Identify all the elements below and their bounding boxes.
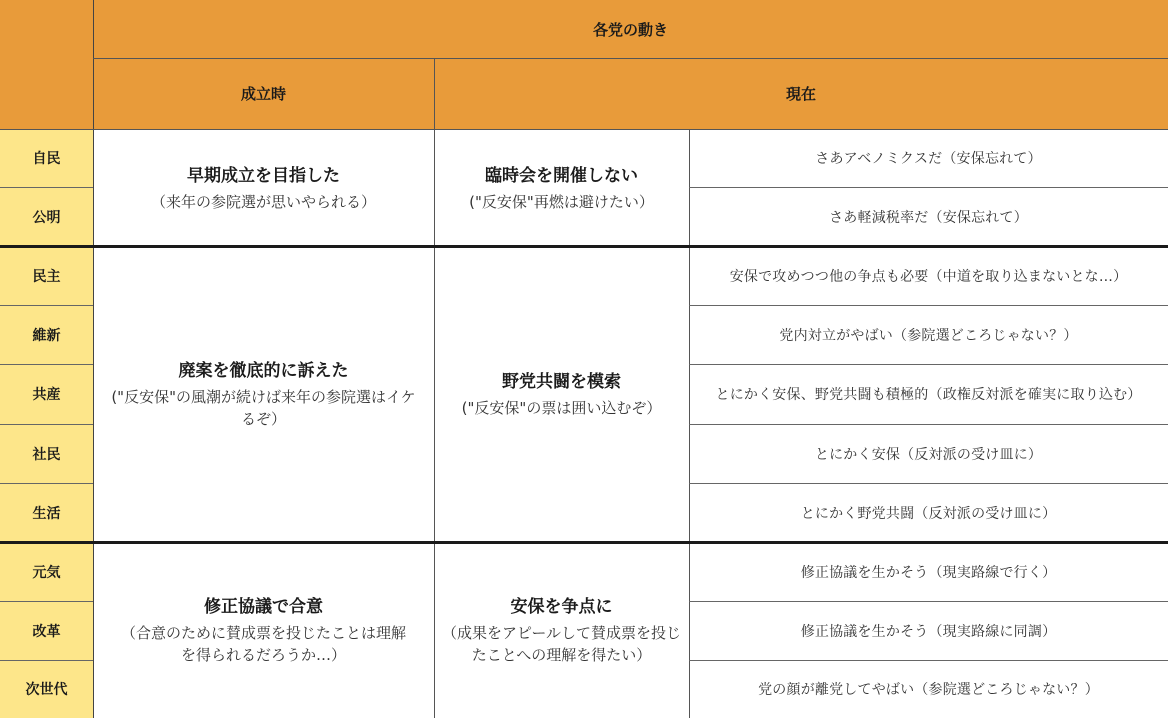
party-label: 改革 [32,623,61,640]
party-cell [0,187,93,246]
founding-sub: ("反安保"の風潮が続けば来年の参院選はイケるぞ） [111,388,416,428]
party-cell [0,246,93,305]
grid-line [689,364,1168,365]
current-text: 安保で攻めつつ他の争点も必要（中道を取り込まないとな…） [729,268,1128,285]
grid-line [93,0,94,718]
party-cell [0,364,93,424]
founding-sub: （来年の参院選が思いやられる） [150,192,376,211]
current-text: 党の顔が離党してやばい（参院選どころじゃない？） [758,682,1099,698]
group-divider [0,245,1168,248]
grid-line [0,660,93,661]
current-cell [689,187,1168,246]
current-cell [689,305,1168,364]
stance-main: 野党共闘を模索 [502,372,621,392]
stance-cell [434,129,689,246]
grid-line [0,601,93,602]
stance-cell [434,542,689,718]
party-label: 公明 [32,209,61,226]
party-label: 社民 [32,446,61,463]
header-top [93,0,1168,58]
party-label: 民主 [32,268,61,285]
current-text: さあアベノミクスだ（安保忘れて） [815,151,1042,167]
grid-line [689,305,1168,306]
current-text: 修正協議を生かそう（現実路線に同調） [800,623,1057,640]
header-top-label: 各党の動き [592,20,668,39]
party-label: 共産 [32,387,61,403]
party-label: 生活 [32,505,61,522]
grid-line [0,187,93,188]
stance-main: 臨時会を開催しない [485,165,638,186]
grid-line [0,424,93,425]
current-text: さあ軽減税率だ（安保忘れて） [829,209,1028,226]
grid-line [0,483,93,484]
party-cell [0,129,93,187]
current-cell [689,129,1168,187]
current-cell [689,483,1168,542]
header-founding [93,58,434,129]
party-label: 元気 [32,564,61,581]
header-founding-label: 成立時 [240,85,286,103]
stance-sub: ("反安保"再燃は避けたい） [469,192,654,211]
founding-cell [93,542,434,718]
founding-sub: （合意のために賛成票を投じたことは理解を得られるだろうか…） [120,624,406,664]
party-label: 次世代 [25,682,68,698]
grid-line [689,187,1168,188]
current-text: 修正協議を生かそう（現実路線で行く） [800,564,1057,581]
current-text: 党内対立がやばい（参院選どころじゃない？） [779,327,1078,344]
current-text: とにかく野党共闘（反対派の受け皿に） [800,505,1057,522]
stance-sub: ("反安保"の票は囲い込むぞ） [461,399,662,417]
party-label: 維新 [32,327,61,344]
current-text: とにかく安保、野党共闘も積極的（政権反対派を確実に取り込む） [715,387,1142,403]
grid-line [434,58,435,718]
grid-line [689,424,1168,425]
stance-cell [434,246,689,542]
party-cell [0,542,93,601]
stance-sub: （成果をアピールして賛成票を投じたことへの理解を得たい） [441,624,682,664]
group-divider [0,541,1168,544]
stance-main: 安保を争点に [510,597,613,617]
current-cell [689,364,1168,424]
grid-line [689,483,1168,484]
party-cell [0,424,93,483]
current-cell [689,542,1168,601]
grid-line [93,58,1168,59]
current-cell [689,660,1168,718]
founding-main: 早期成立を目指した [187,165,340,186]
founding-cell [93,129,434,246]
founding-main: 修正協議で合意 [204,597,323,617]
current-text: とにかく安保（反対派の受け皿に） [814,446,1043,463]
founding-main: 廃案を徹底的に訴えた [178,361,349,381]
header-current [434,58,1168,129]
party-label: 自民 [32,151,61,167]
header-corner [0,0,93,129]
current-cell [689,601,1168,660]
grid-line [689,660,1168,661]
grid-line [0,129,1168,130]
current-cell [689,246,1168,305]
founding-cell [93,246,434,542]
grid-line [0,305,93,306]
current-cell [689,424,1168,483]
party-cell [0,305,93,364]
party-cell [0,660,93,718]
header-current-label: 現在 [785,85,816,103]
grid-line [0,364,93,365]
party-cell [0,601,93,660]
grid-line [689,601,1168,602]
party-cell [0,483,93,542]
